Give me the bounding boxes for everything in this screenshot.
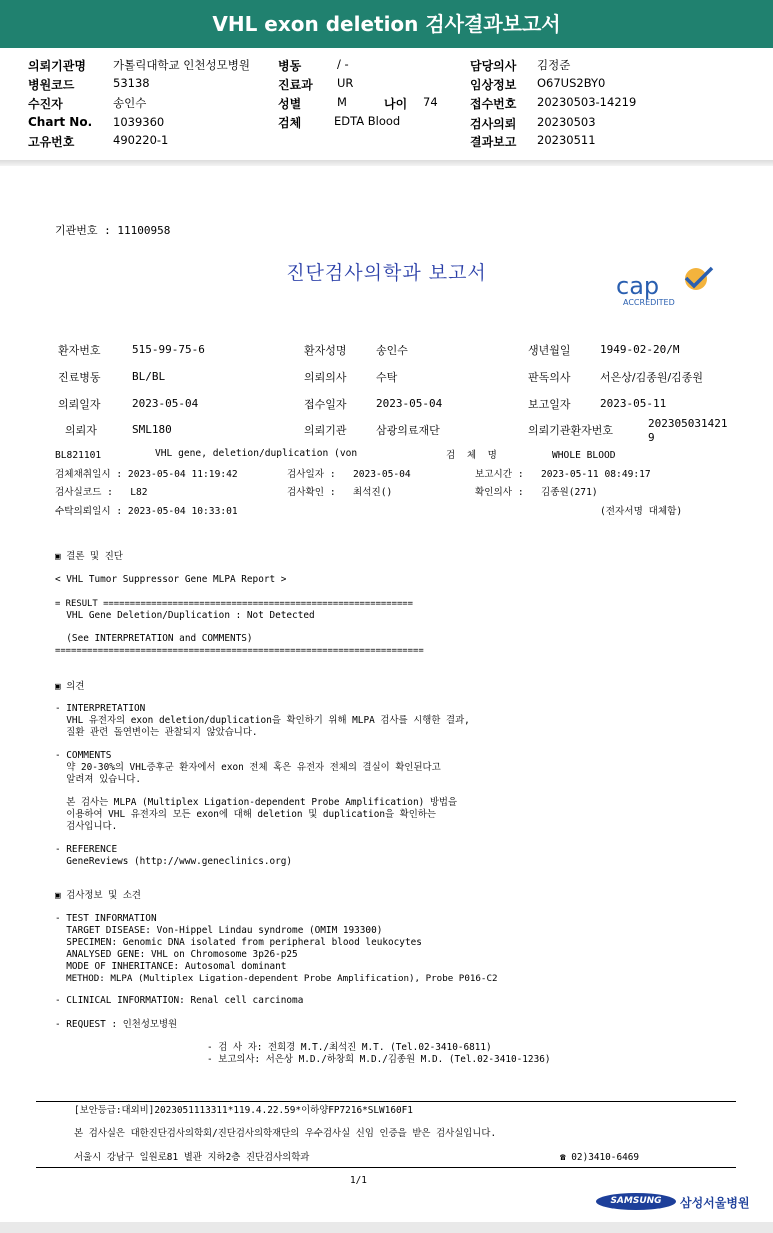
result-date-label: 결과보고 bbox=[470, 135, 517, 149]
receipt-day-label: 접수일자 bbox=[304, 398, 347, 411]
chart-label: Chart No. bbox=[28, 115, 93, 129]
page-bottom-bar bbox=[0, 1222, 773, 1233]
ward-row-label: 진료병동 bbox=[58, 371, 101, 384]
reference-line: GeneReviews (http://www.geneclinics.org) bbox=[55, 856, 293, 867]
report-title: 진단검사의학과 보고서 bbox=[286, 262, 487, 284]
specimen-info: SPECIMEN: Genomic DNA isolated from peripheral blood leukocytes bbox=[55, 937, 422, 948]
unique-value: 490220-1 bbox=[113, 133, 169, 147]
cap-accredited-logo bbox=[614, 266, 724, 308]
comments-heading: - COMMENTS bbox=[55, 750, 112, 761]
phone-number: ☎ 02)3410-6469 bbox=[560, 1152, 640, 1163]
ward-label: 병동 bbox=[278, 59, 302, 73]
requesting-inst-value: 삼광의료재단 bbox=[376, 424, 440, 437]
request-info: - REQUEST : 인천성모병원 bbox=[55, 1019, 178, 1030]
inst-patient-no-value-cont: 9 bbox=[648, 431, 655, 444]
address: 서울시 강남구 일원로81 별관 지하2층 진단검사의학과 bbox=[74, 1152, 310, 1163]
patient-name-label: 환자성명 bbox=[304, 344, 347, 357]
inst-patient-no-label: 의뢰기관환자번호 bbox=[528, 424, 614, 437]
result-date-value: 20230511 bbox=[537, 133, 596, 147]
report-day-value: 2023-05-11 bbox=[600, 397, 667, 410]
hospital-code-value: 53138 bbox=[113, 76, 150, 90]
sex-value: M bbox=[337, 95, 347, 109]
specimen-value: EDTA Blood bbox=[334, 114, 401, 128]
patient-name-value: 송인수 bbox=[376, 344, 408, 357]
comments-line-4: 이용하여 VHL 유전자의 모든 exon에 대해 deletion 및 duplication을 확인하는 bbox=[55, 809, 436, 820]
birth-label: 생년월일 bbox=[528, 344, 571, 357]
test-info-heading: - TEST INFORMATION bbox=[55, 913, 157, 924]
comments-line-3: 본 검사는 MLPA (Multiplex Ligation-dependent Probe Amplification) 방법을 bbox=[55, 797, 458, 808]
page-number: 1/1 bbox=[350, 1175, 367, 1186]
lab-code: 검사실코드 : L82 bbox=[55, 487, 148, 498]
patient-label: 수진자 bbox=[28, 97, 63, 111]
request-day-value: 2023-05-04 bbox=[132, 397, 199, 410]
institution-value: 가톨릭대학교 인천성모병원 bbox=[113, 58, 250, 72]
age-label: 나이 bbox=[384, 97, 408, 111]
interpretation-line-1: VHL 유전자의 exon deletion/duplication을 확인하기 위해 MLPA 검사를 시행한 결과, bbox=[55, 715, 470, 726]
test-name: VHL gene, deletion/duplication (von bbox=[155, 448, 358, 459]
test-code: BL821101 bbox=[55, 450, 102, 461]
analysed-gene: ANALYSED GENE: VHL on Chromosome 3p26-p25 bbox=[55, 949, 298, 960]
request-day-label: 의뢰일자 bbox=[58, 398, 101, 411]
reading-doctor-value: 서은상/김종원/김종원 bbox=[600, 371, 704, 384]
hospital-logo-text: 삼성서울병원 bbox=[680, 1196, 750, 1210]
signature-reporter: - 보고의사: 서은상 M.D./하창희 M.D./김종원 M.D. (Tel.02-3410-1236) bbox=[207, 1054, 551, 1065]
clinical-information: - CLINICAL INFORMATION: Renal cell carcinoma bbox=[55, 995, 304, 1006]
patient-no-value: 515-99-75-6 bbox=[132, 343, 205, 356]
reading-doctor-label: 판독의사 bbox=[528, 371, 571, 384]
specimen-name-label: 검 체 명 bbox=[446, 450, 497, 461]
requesting-inst-label: 의뢰기관 bbox=[304, 424, 347, 437]
requester-label: 의뢰자 bbox=[65, 424, 97, 437]
section-test-info: ▣ 검사정보 및 소견 bbox=[55, 890, 141, 901]
test-confirm: 검사확인 : 최석진() bbox=[287, 487, 393, 498]
requesting-doctor-value: 수탁 bbox=[376, 371, 398, 384]
clinical-value: O67US2BY0 bbox=[537, 76, 606, 90]
doctor-label: 담당의사 bbox=[470, 59, 517, 73]
equals-separator: ===================================================================== bbox=[55, 646, 424, 656]
interpretation-line-2: 질환 관련 돌연변이는 관찰되지 않았습니다. bbox=[55, 727, 258, 738]
test-date: 검사일자 : 2023-05-04 bbox=[287, 469, 411, 480]
request-date-value: 20230503 bbox=[537, 115, 596, 129]
receipt-value: 20230503-14219 bbox=[537, 95, 637, 109]
age-value: 74 bbox=[423, 95, 438, 109]
chart-value: 1039360 bbox=[113, 115, 165, 129]
ward-row-value: BL/BL bbox=[132, 370, 166, 383]
dept-label: 진료과 bbox=[278, 78, 313, 92]
result-text: VHL Gene Deletion/Duplication : Not Detected bbox=[55, 610, 315, 621]
inst-patient-no-value: 202305031421 bbox=[648, 417, 728, 430]
mode-of-inheritance: MODE OF INHERITANCE: Autosomal dominant bbox=[55, 961, 287, 972]
certification-note: 본 검사실은 대한진단검사의학회/진단검사의학재단의 우수검사실 신임 인증을 받은 검사실입니다. bbox=[74, 1128, 497, 1139]
header-separator bbox=[0, 160, 773, 166]
result-separator: = RESULT ========================================================== bbox=[55, 599, 413, 609]
report-header-title: VHL exon deletion 검사결과보고서 bbox=[0, 0, 773, 48]
reference-heading: - REFERENCE bbox=[55, 844, 118, 855]
report-day-label: 보고일자 bbox=[528, 398, 571, 411]
dept-value: UR bbox=[337, 76, 354, 90]
e-signature-note: (전자서명 대체함) bbox=[600, 506, 683, 517]
institution-label: 의뢰기관명 bbox=[28, 59, 86, 73]
interpretation-heading: - INTERPRETATION bbox=[55, 703, 146, 714]
samsung-logo: SAMSUNG bbox=[596, 1193, 676, 1210]
specimen-label: 검체 bbox=[278, 116, 302, 130]
hospital-code-label: 병원코드 bbox=[28, 78, 75, 92]
institution-number: 기관번호 : 11100958 bbox=[55, 224, 171, 237]
signature-tester: - 검 사 자: 전희경 M.T./최석진 M.T. (Tel.02-3410-6811) bbox=[207, 1042, 492, 1053]
comments-line-1: 약 20-30%의 VHL증후군 환자에서 exon 전체 혹은 유전자 전체의 결실이 확인된다고 bbox=[55, 762, 441, 773]
request-date-label: 검사의뢰 bbox=[470, 117, 517, 131]
requester-value: SML180 bbox=[132, 423, 172, 436]
confirming-doctor: 확인의사 : 김종원(271) bbox=[475, 487, 598, 498]
sex-label: 성별 bbox=[278, 97, 302, 111]
patient-info-block bbox=[0, 52, 773, 156]
security-grade: [보안등급:대외비]2023051113311*119.4.22.59*이하양FP7216*SLW160F1 bbox=[74, 1105, 413, 1116]
see-interpretation: (See INTERPRETATION and COMMENTS) bbox=[55, 633, 253, 644]
section-conclusion: ▣ 결론 및 진단 bbox=[55, 551, 123, 562]
patient-value: 송인수 bbox=[113, 96, 147, 110]
report-name: < VHL Tumor Suppressor Gene MLPA Report > bbox=[55, 574, 287, 585]
clinical-label: 임상정보 bbox=[470, 78, 517, 92]
report-time: 보고시간 : 2023-05-11 08:49:17 bbox=[475, 469, 651, 480]
comments-line-5: 검사입니다. bbox=[55, 821, 118, 832]
cap-accredited-text: ACCREDITED bbox=[623, 298, 675, 307]
specimen-name-value: WHOLE BLOOD bbox=[552, 450, 616, 461]
doctor-value: 김정준 bbox=[537, 58, 571, 72]
method: METHOD: MLPA (Multiplex Ligation-dependent Probe Amplification), Probe P016-C2 bbox=[55, 973, 498, 984]
target-disease: TARGET DISEASE: Von-Hippel Lindau syndrome (OMIM 193300) bbox=[55, 925, 383, 936]
patient-no-label: 환자번호 bbox=[58, 344, 101, 357]
footer-bottom-rule bbox=[36, 1167, 736, 1168]
collection-time: 검체채취일시 : 2023-05-04 11:19:42 bbox=[55, 469, 238, 480]
receipt-label: 접수번호 bbox=[470, 97, 517, 111]
comments-line-2: 알려져 있습니다. bbox=[55, 774, 141, 785]
section-opinion: ▣ 의견 bbox=[55, 681, 85, 692]
birth-value: 1949-02-20/M bbox=[600, 343, 680, 356]
consign-time: 수탁의뢰일시 : 2023-05-04 10:33:01 bbox=[55, 506, 238, 517]
cap-logo-text: cap bbox=[616, 272, 660, 300]
requesting-doctor-label: 의뢰의사 bbox=[304, 371, 347, 384]
footer-top-rule bbox=[36, 1101, 736, 1102]
unique-label: 고유번호 bbox=[28, 135, 75, 149]
receipt-day-value: 2023-05-04 bbox=[376, 397, 443, 410]
ward-value: / - bbox=[337, 57, 349, 71]
